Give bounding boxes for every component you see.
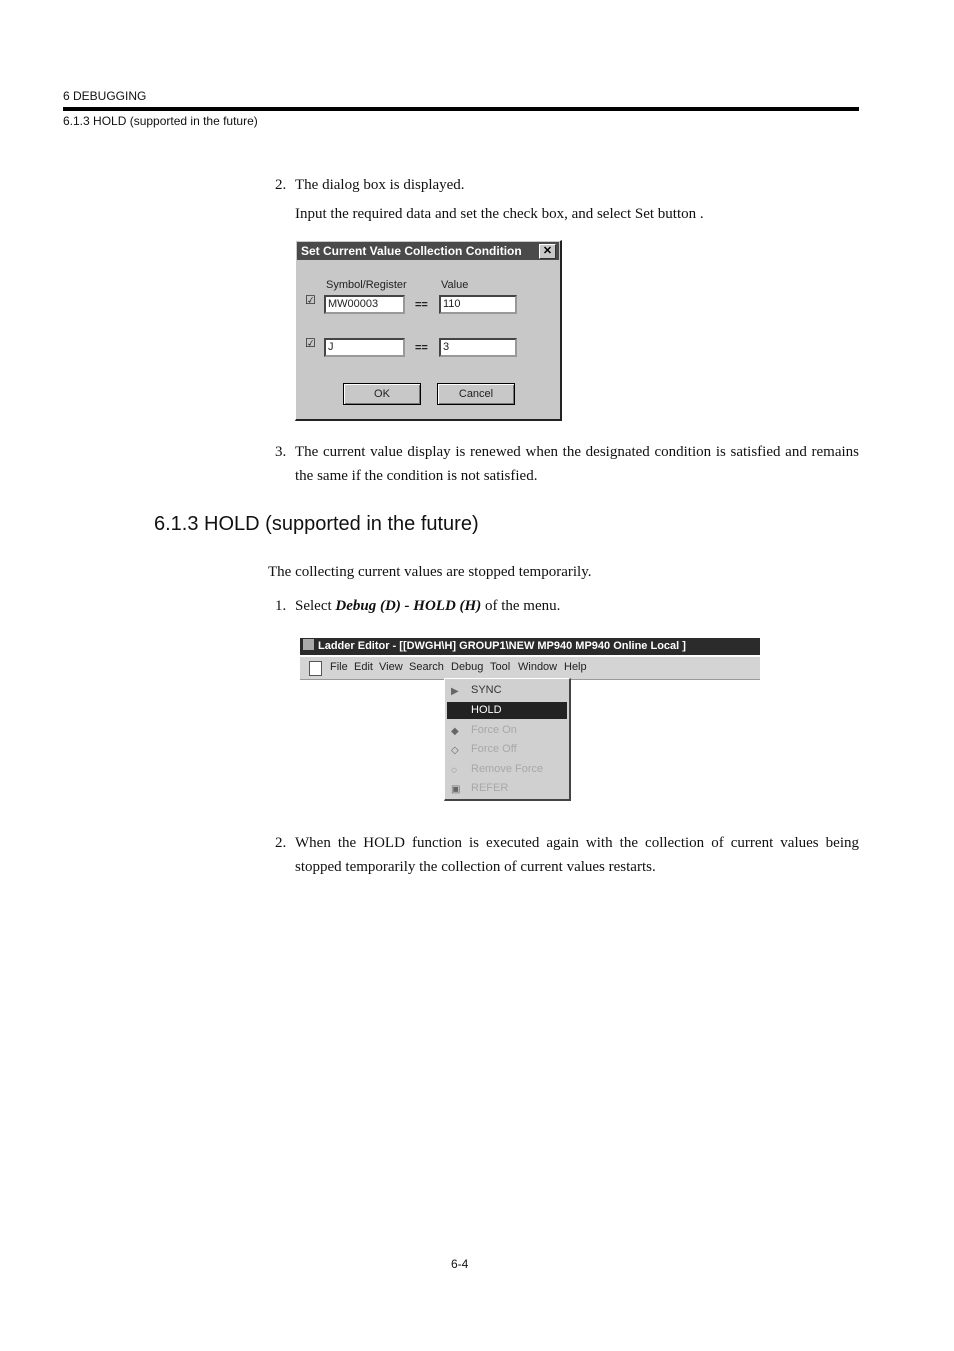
document-icon[interactable] — [309, 661, 322, 676]
page-number: 6-4 — [451, 1257, 469, 1271]
row2-symbol-field[interactable]: J — [324, 338, 405, 357]
menu-search[interactable]: Search — [409, 661, 444, 673]
remove-force-icon: ◌ — [451, 765, 457, 776]
step3-text: The current value display is renewed when the designated condition is satisfied and remains the same if the condition is not satisfied. — [295, 444, 859, 484]
menu-item-remove-force-label: Remove Force — [471, 763, 544, 775]
menu-file[interactable]: File — [330, 661, 348, 673]
row1-operator: == — [415, 299, 428, 311]
row2-operator: == — [415, 342, 428, 354]
menu-item-sync-label: SYNC — [471, 684, 502, 696]
hold-step1-number: 1. — [275, 598, 287, 614]
debug-dropdown-menu — [444, 678, 571, 801]
menu-item-hold[interactable] — [447, 702, 567, 719]
menu-bar — [300, 657, 760, 680]
menu-help[interactable]: Help — [564, 661, 587, 673]
step3-number: 3. — [275, 444, 287, 460]
dialog-title: Set Current Value Collection Condition — [301, 244, 522, 258]
hold-step2-number: 2. — [275, 835, 287, 851]
menu-edit[interactable]: Edit — [354, 661, 373, 673]
hold-step1-suffix: of the menu. — [481, 598, 561, 614]
hold-step1-menu-path: Debug (D) - HOLD (H) — [335, 598, 482, 614]
close-icon[interactable]: ✕ — [539, 244, 556, 259]
sync-icon: ▶ — [451, 686, 459, 697]
symbol-column-label: Symbol/Register — [326, 279, 407, 291]
menu-view[interactable]: View — [379, 661, 403, 673]
menu-item-force-on[interactable] — [447, 722, 567, 739]
condition-dialog — [295, 240, 562, 421]
menu-item-remove-force[interactable] — [447, 761, 567, 778]
force-off-icon: ◇ — [451, 745, 459, 756]
hold-step2-text: When the HOLD function is executed again with the collection of current values being stopped temporarily the collection of current values restarts. — [295, 835, 859, 875]
intro-text: The collecting current values are stopped temporarily. — [268, 564, 592, 580]
row1-checkbox[interactable]: ☑ — [305, 293, 316, 307]
step2-number: 2. — [275, 177, 287, 193]
menu-item-sync[interactable] — [447, 682, 567, 699]
window-system-icon[interactable] — [303, 639, 314, 650]
section-header: 6.1.3 HOLD (supported in the future) — [63, 114, 258, 128]
header-rule — [63, 107, 859, 111]
row1-symbol-field[interactable]: MW00003 — [324, 295, 405, 314]
menu-item-hold-label: HOLD — [471, 704, 502, 716]
cancel-button[interactable]: Cancel — [437, 383, 515, 405]
row2-value-field[interactable]: 3 — [439, 338, 517, 357]
menu-item-refer-label: REFER — [471, 782, 509, 794]
ladder-editor-title-bar — [300, 638, 760, 655]
dialog-title-bar — [297, 242, 559, 260]
section-heading: 6.1.3 HOLD (supported in the future) — [154, 513, 479, 535]
menu-item-force-on-label: Force On — [471, 724, 517, 736]
step2-subtext: Input the required data and set the check box, and select Set button . — [295, 206, 704, 222]
step2-text: The dialog box is displayed. — [295, 177, 465, 193]
chapter-header: 6 DEBUGGING — [63, 89, 147, 103]
row1-value-field[interactable]: 110 — [439, 295, 517, 314]
menu-item-force-off-label: Force Off — [471, 743, 517, 755]
force-on-icon: ◆ — [451, 726, 459, 737]
row2-checkbox[interactable]: ☑ — [305, 336, 316, 350]
window-title: Ladder Editor - [[DWGH\H] GROUP1\NEW MP940 MP940 Online Local ] — [318, 640, 686, 652]
menu-item-refer[interactable] — [447, 780, 567, 797]
menu-item-force-off[interactable] — [447, 741, 567, 758]
menu-debug[interactable]: Debug — [451, 661, 484, 673]
value-column-label: Value — [441, 279, 469, 291]
hold-step1-text — [295, 594, 560, 618]
menu-tool[interactable]: Tool — [490, 661, 511, 673]
hold-step1-prefix: Select — [295, 598, 336, 614]
refer-icon: ▣ — [451, 784, 461, 795]
ok-button[interactable]: OK — [343, 383, 421, 405]
menu-window[interactable]: Window — [518, 661, 558, 673]
